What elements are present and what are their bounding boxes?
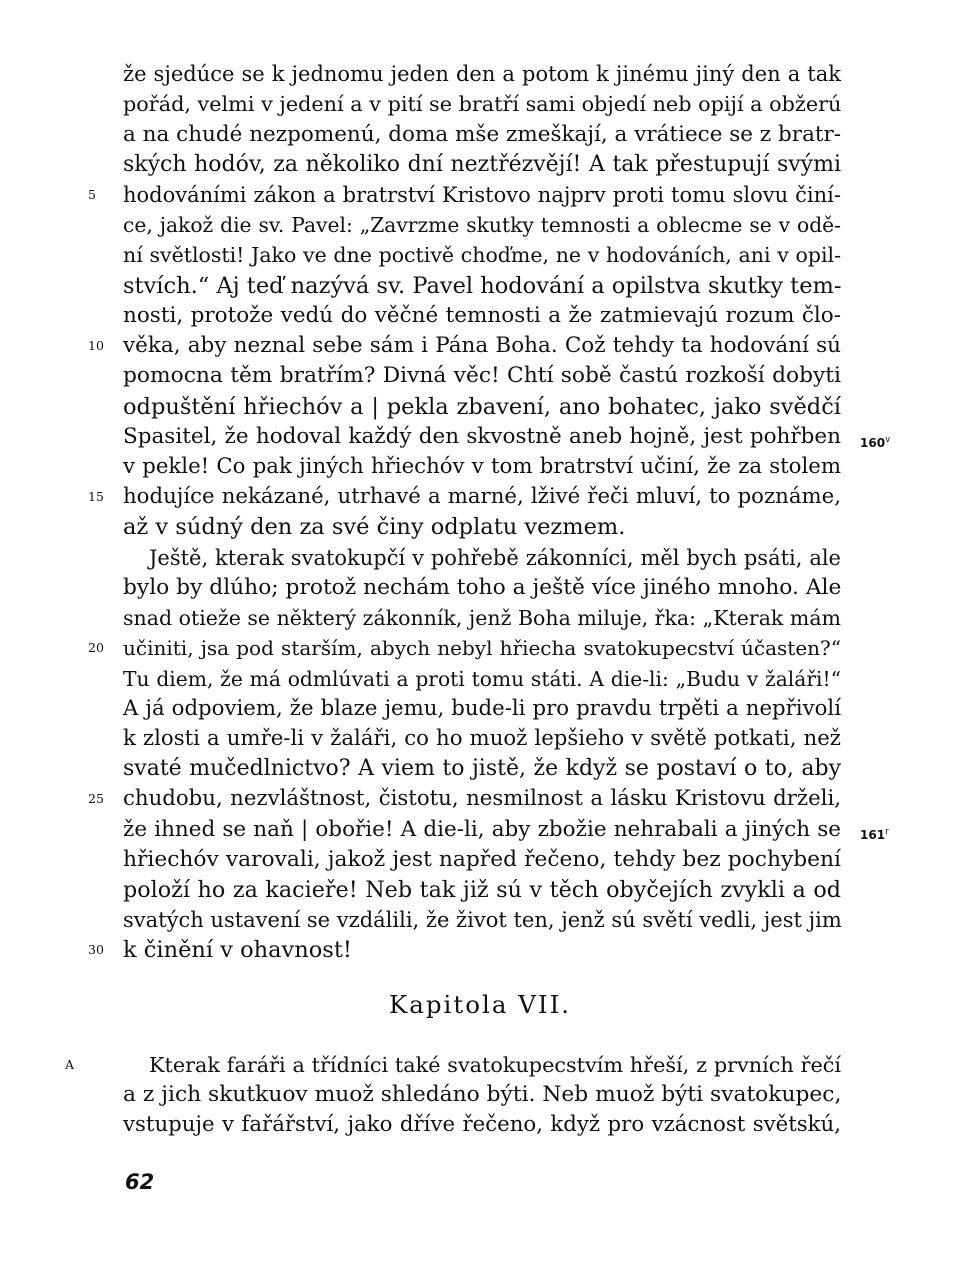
text-line: Kterak faráři a třídníci také svatokupecstvím hřeší, z prvních řečí	[149, 1053, 841, 1077]
line-number: 30	[88, 942, 104, 957]
text-line: ce, jakož die sv. Pavel: „Zavrzme skutky temnosti a oblecme se v odě-	[123, 213, 841, 237]
text-line: a na chudé nezpomenú, doma mše zmeškají, a vrátiece se z bratr-	[123, 122, 842, 147]
text-line: nosti, protože vedú do věčné temnosti a že zatmievajú rozum člo-	[123, 303, 841, 328]
text-line: až v súdný den za své činy odplatu vezmem.	[123, 514, 626, 540]
text-line: pomocna těm bratřím? Divná věc! Chtí sobě častú rozkoší dobyti	[123, 363, 841, 388]
folio-side: r	[885, 827, 889, 837]
text-line: odpuštění hřiechóv a | pekla zbavení, ano bohatec, jako svědčí	[123, 394, 841, 420]
text-line: snad otieže se některý zákonník, jenž Boha miluje, řka: „Kterak mám	[123, 606, 841, 630]
text-line: vstupuje v fařářství, jako dříve řečeno, když pro vzácnost světskú,	[123, 1112, 841, 1137]
text-line: ských hodóv, za několiko dní neztřézvějí! A tak přestupují svými	[123, 152, 841, 177]
text-line: k zlosti a umře-li v žaláři, co ho muož lepšieho v světě potkati, než	[123, 726, 841, 751]
text-line: učiniti, jsa pod starším, abych nebyl hřiecha svatokupecství účasten?“	[123, 636, 841, 660]
chapter-title: Kapitola VII.	[388, 990, 572, 1019]
text-line: a z jich skutkuov muož shledáno býti. Neb muož býti svatokupec,	[123, 1082, 842, 1107]
text-line: svaté mučedlnictvo? A viem to jistě, že když se postaví o to, aby	[123, 756, 841, 781]
text-line: že sjedúce se k jednomu jeden den a potom k jinému jiný den a tak	[123, 62, 841, 86]
text-line: chudobu, nezvláštnost, čistotu, nesmilnost a lásku Kristovu drželi,	[123, 786, 841, 811]
text-line: Spasitel, že hodoval každý den skvostně aneb hojně, jest pohřben	[123, 424, 841, 449]
text-line: hřiechóv varovali, jakož jest napřed řečeno, tehdy bez pochybení	[123, 847, 841, 872]
line-number: 10	[88, 338, 104, 353]
text-line: v pekle! Co pak jiných hřiechóv v tom bratrství učiní, že za stolem	[123, 454, 841, 479]
text-line: Tu diem, že má odmlúvati a proti tomu státi. A die-li: „Budu v žaláři!“	[123, 667, 841, 691]
text-line: hodujíce nekázané, utrhavé a marné, lživé řeči mluví, to poznáme,	[123, 484, 841, 509]
section-marker: A	[65, 1057, 75, 1072]
text-line: že ihned se naň | obořie! A die-li, aby zbožie nehrabali a jiných se	[123, 817, 841, 842]
line-number: 20	[88, 640, 104, 655]
line-number: 25	[88, 791, 104, 806]
text-line: pořád, velmi v jedení a v pití se bratří sami objedí neb opijí a obžerú	[123, 92, 842, 116]
text-line: ní světlosti! Jako ve dne poctivě choďme, ne v hodováních, ani v opil-	[123, 243, 841, 267]
text-line: věka, aby neznal sebe sám i Pána Boha. Což tehdy ta hodování sú	[123, 333, 841, 358]
folio-marker	[860, 817, 889, 847]
text-line: svatých ustavení se vzdálili, že život ten, jenž sú světí vedli, jest jim	[123, 908, 842, 932]
line-number: 15	[88, 489, 104, 504]
text-line: k činění v ohavnost!	[123, 937, 352, 963]
folio-side: v	[885, 435, 891, 445]
folio-number: 161	[860, 828, 886, 842]
text-line: bylo by dlúho; protož nechám toho a ještě více jiného mnoho. Ale	[123, 575, 842, 600]
text-line: hodováními zákon a bratrství Kristovo najprv proti tomu slovu činí-	[123, 183, 841, 207]
text-line: stvích.“ Aj teď nazývá sv. Pavel hodování a opilstva skutky tem-	[123, 273, 842, 299]
text-line: položí ho za kacieře! Neb tak již sú v těch obyčejích zvykli a od	[123, 877, 841, 903]
text-line: A já odpoviem, že blaze jemu, bude-li pro pravdu trpěti a nepřivolí	[123, 696, 841, 721]
page-number: 62	[125, 1170, 155, 1194]
folio-marker	[860, 425, 890, 455]
text-line: Ještě, kterak svatokupčí v pohřebě zákonníci, měl bych psáti, ale	[149, 546, 841, 570]
line-number: 5	[88, 187, 96, 202]
folio-number: 160	[860, 436, 886, 450]
